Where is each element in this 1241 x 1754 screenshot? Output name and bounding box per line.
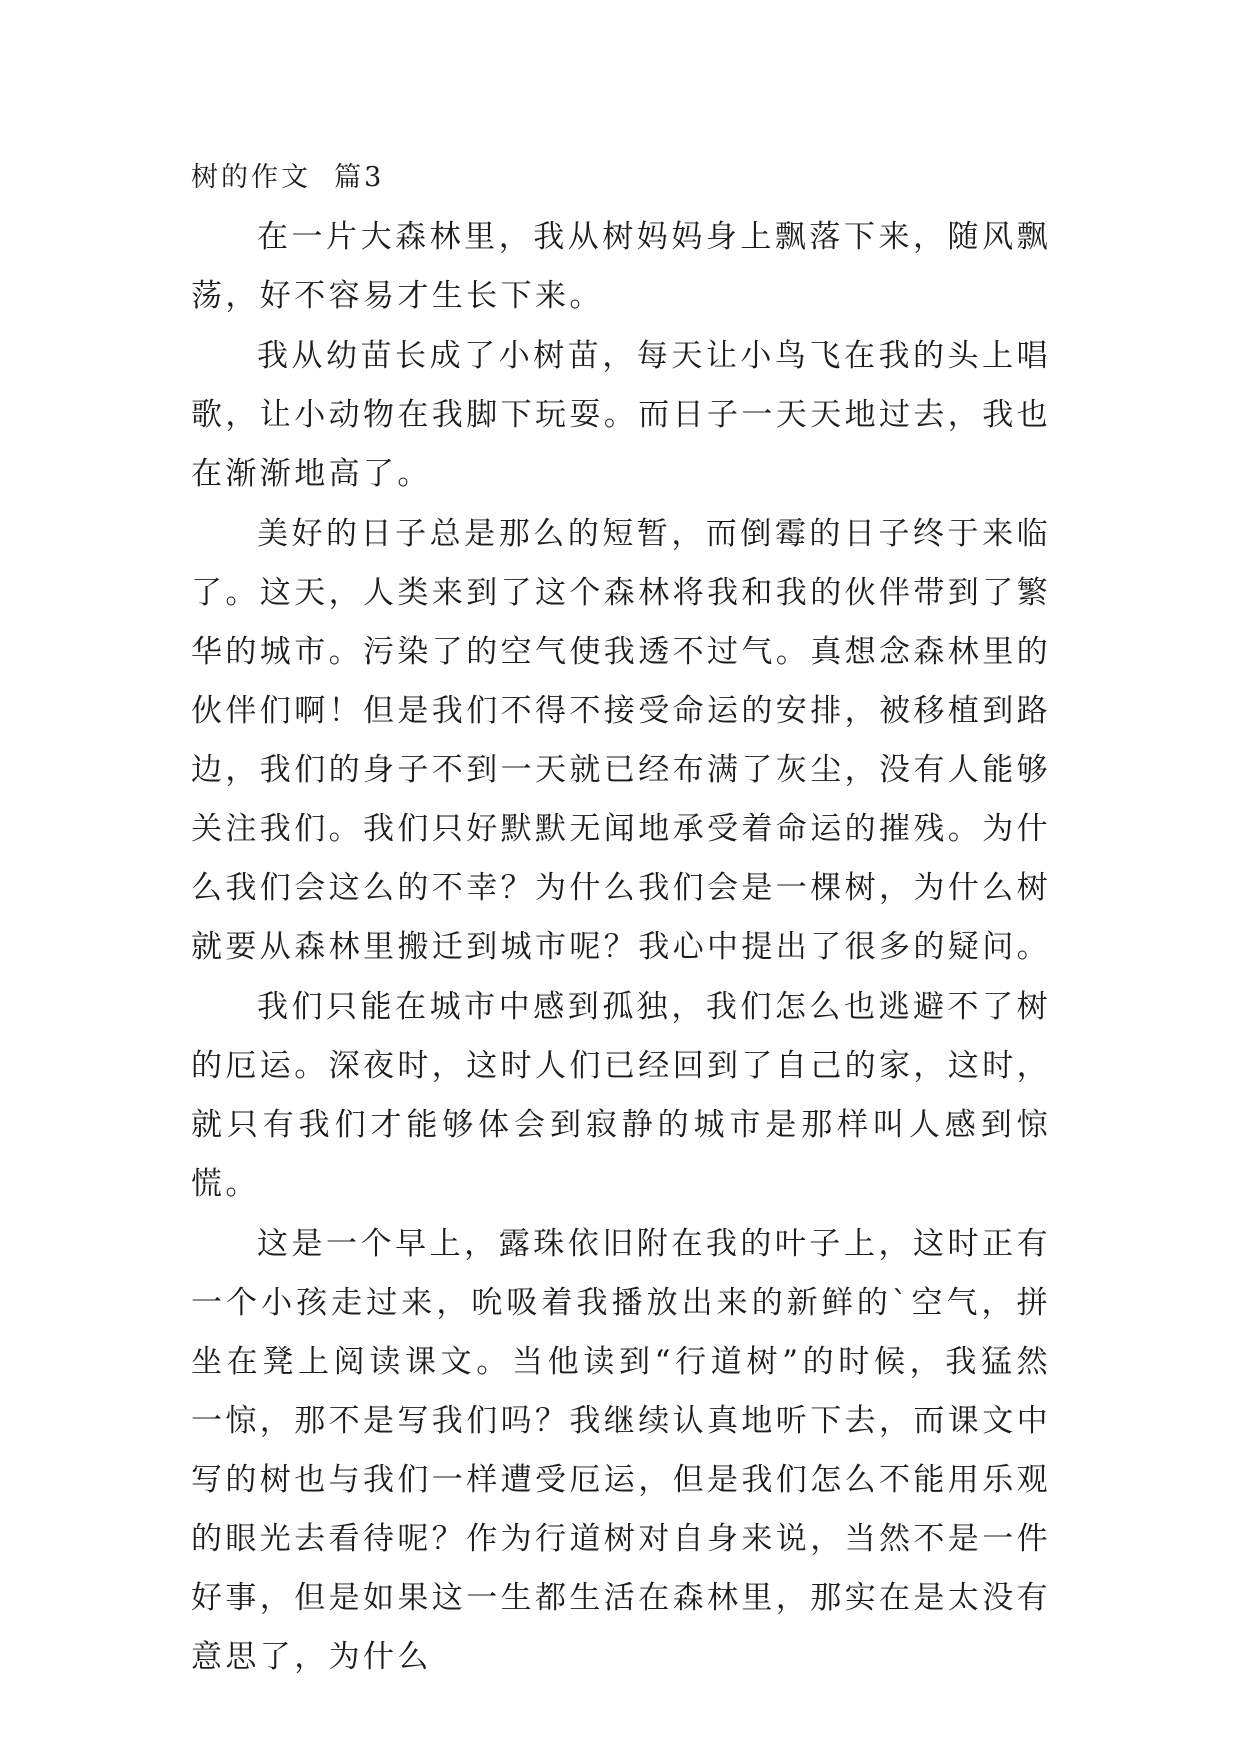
paragraph-1: 在一片大森林里，我从树妈妈身上飘落下来，随风飘荡，好不容易才生长下来。 <box>191 219 1051 314</box>
paragraph-5: 这是一个早上，露珠依旧附在我的叶子上，这时正有一个小孩走过来，吮吸着我播放出来的新鲜的`空气，拼坐在凳上阅读课文。当他读到“行道树”的时候，我猛然一惊，那不是写我们吗？我继续认真地听下去，而课文中写的树也与我们一样遭受厄运，但是我们怎么不能用乐观的眼光去看待呢？作为行道树对自身来说，当然不是一件好事，但是如果这一生都生活在森林里，那实在是太没有意思了，为什么 <box>191 1226 1051 1675</box>
paragraph-2: 我从幼苗长成了小树苗，每天让小鸟飞在我的头上唱歌，让小动物在我脚下玩耍。而日子一天天地过去，我也在渐渐地高了。 <box>191 338 1051 492</box>
paragraph-4: 我们只能在城市中感到孤独，我们怎么也逃避不了树的厄运。深夜时，这时人们已经回到了自己的家，这时，就只有我们才能够体会到寂静的城市是那样叫人感到惊慌。 <box>191 989 1051 1202</box>
document-body <box>191 160 1051 1688</box>
essay-title: 树的作文 篇3 <box>191 162 385 193</box>
paragraph-3: 美好的日子总是那么的短暂，而倒霉的日子终于来临了。这天，人类来到了这个森林将我和我的伙伴带到了繁华的城市。污染了的空气使我透不过气。真想念森林里的伙伴们啊！但是我们不得不接受命运的安排，被移植到路边，我们的身子不到一天就已经布满了灰尘，没有人能够关注我们。我们只好默默无闻地承受着命运的摧残。为什么我们会这么的不幸？为什么我们会是一棵树，为什么树就要从森林里搬迁到城市呢？我心中提出了很多的疑问。 <box>191 516 1051 965</box>
